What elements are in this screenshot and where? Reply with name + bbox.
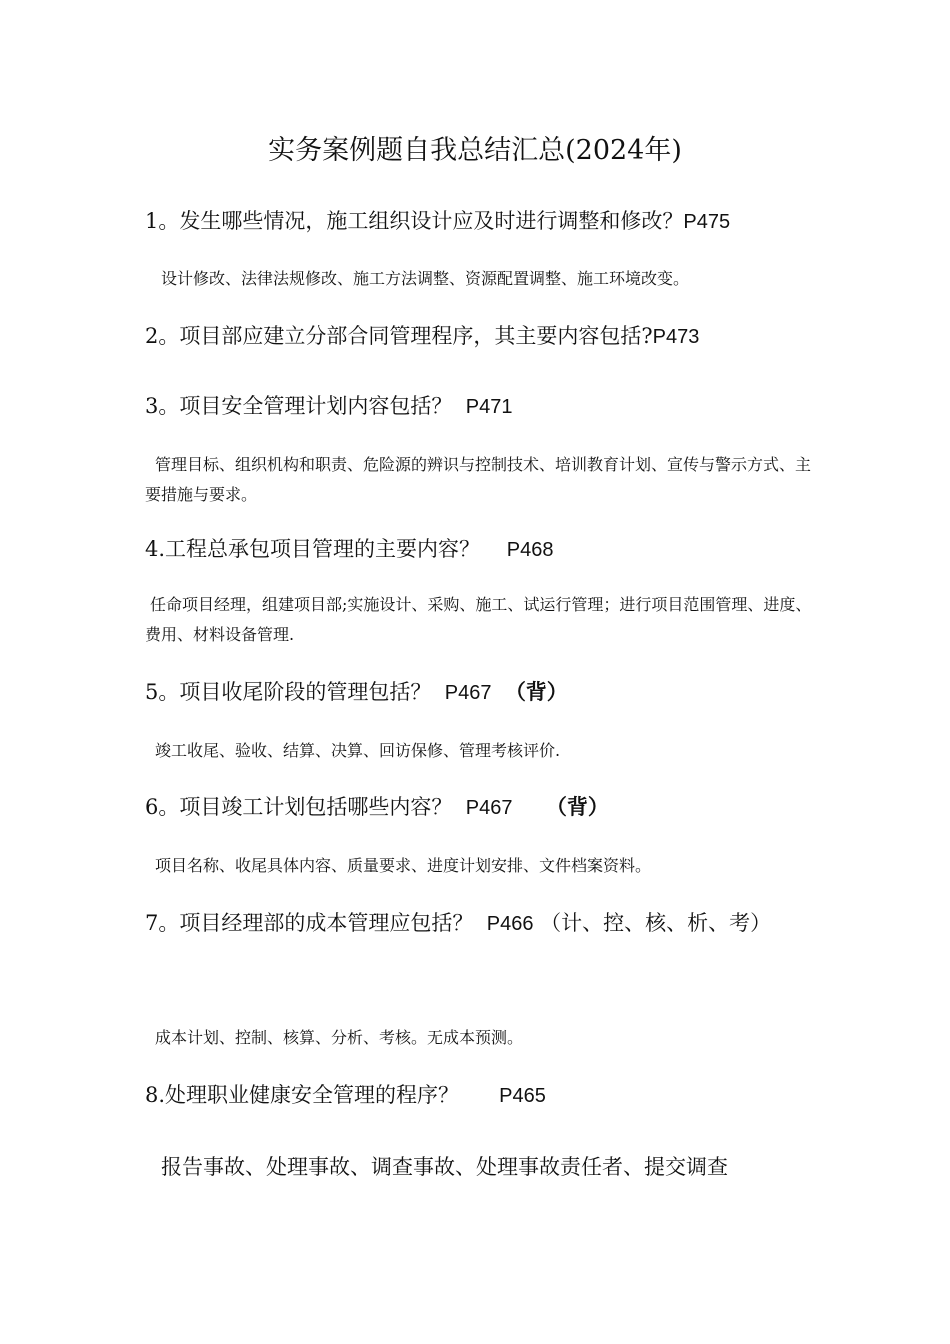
question-6: [145, 791, 609, 824]
question-text: 3。项目安全管理计划内容包括？: [145, 394, 453, 418]
answer-3: 管理目标、组织机构和职责、危险源的辨识与控制技术、培训教育计划、宣传与警示方式、主要措施与要求。: [145, 455, 812, 504]
question-5: [145, 676, 568, 709]
recite-mark: （背）: [545, 794, 609, 819]
answer-1: 设计修改、法律法规修改、施工方法调整、资源配置调整、施工环境改变。: [161, 269, 690, 288]
question-text: 7。项目经理部的成本管理应包括？: [145, 911, 474, 935]
question-text: 2。项目部应建立分部合同管理程序，其主要内容包括?: [145, 324, 653, 348]
question-2: [145, 320, 699, 353]
page-ref: P475: [683, 211, 731, 233]
answer-4: 任命项目经理，组建项目部;实施设计、采购、施工、试运行管理；进行项目范围管理、进度、费用、材料设备管理.: [145, 595, 812, 644]
answer-5: 竣工收尾、验收、结算、决算、回访保修、管理考核评价.: [155, 741, 561, 760]
question-4: [145, 533, 553, 566]
question-8: [145, 1079, 546, 1112]
page-ref: P466: [486, 913, 534, 935]
document-title: 实务案例题自我总结汇总(2024年): [268, 135, 682, 166]
page-ref: P468: [506, 539, 554, 561]
recite-mark: （背）: [504, 679, 568, 704]
question-text: 1。发生哪些情况，施工组织设计应及时进行调整和修改？: [145, 209, 684, 233]
page-ref: P467: [465, 797, 513, 819]
question-1: [145, 205, 730, 238]
page-ref: P467: [444, 682, 492, 704]
question-3: [145, 390, 512, 423]
question-text: 6。项目竣工计划包括哪些内容？: [145, 795, 453, 819]
question-7: [145, 894, 813, 953]
page-ref: P471: [465, 396, 513, 418]
question-text: 8.处理职业健康安全管理的程序？: [145, 1083, 460, 1107]
question-text: 5。项目收尾阶段的管理包括？: [145, 680, 432, 704]
mnemonic-note: （计、控、核、析、考）: [540, 911, 772, 935]
answer-6: 项目名称、收尾具体内容、质量要求、进度计划安排、文件档案资料。: [155, 856, 652, 875]
answer-7: 成本计划、控制、核算、分析、考核。无成本预测。: [155, 1028, 524, 1047]
question-text: 4.工程总承包项目管理的主要内容？: [145, 537, 481, 561]
answer-8: 报告事故、处理事故、调查事故、处理事故责任者、提交调查: [161, 1155, 728, 1179]
page-ref: P473: [652, 326, 700, 348]
page-ref: P465: [499, 1085, 546, 1107]
